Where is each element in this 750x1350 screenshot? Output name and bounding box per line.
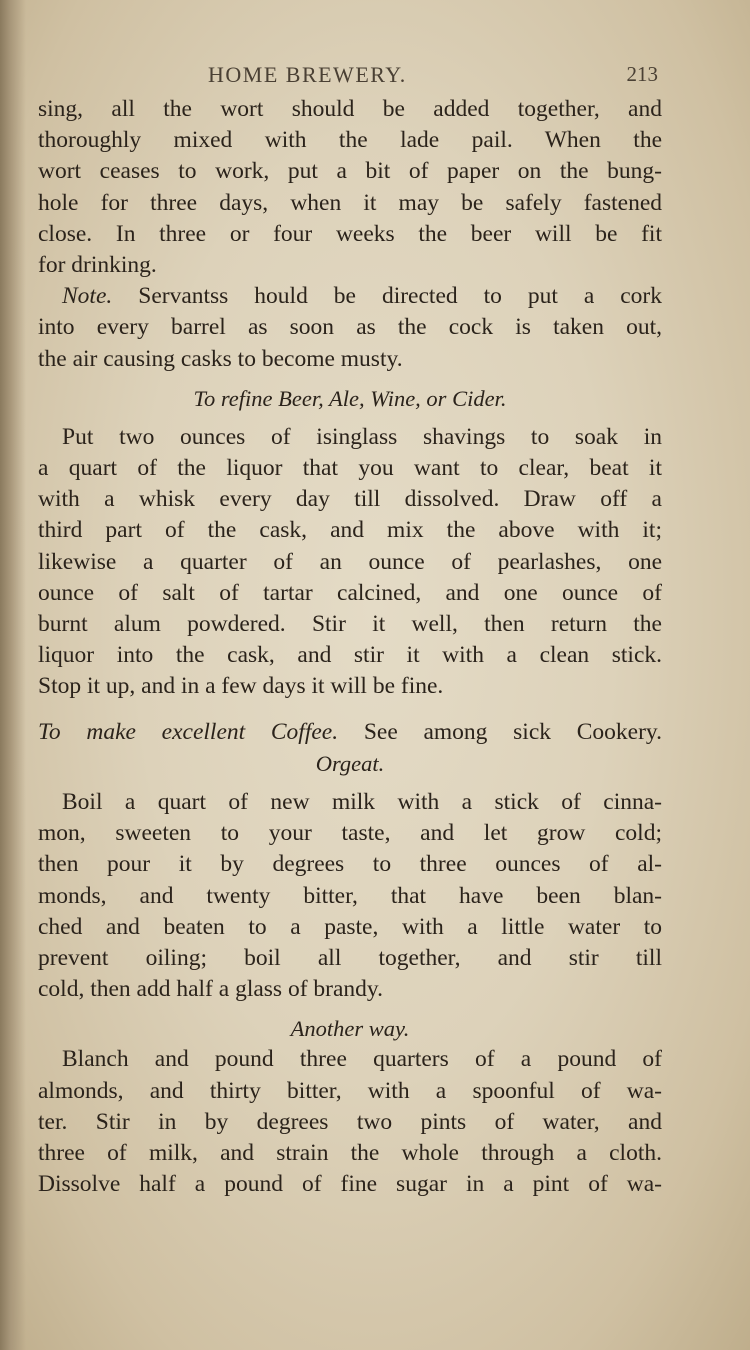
text-line: cold, then add half a glass of brandy. (38, 976, 383, 1003)
running-head: HOME BREWERY. (208, 62, 407, 87)
text-line: the air causing casks to become musty. (38, 345, 403, 372)
orgeat-paragraph (38, 787, 662, 1005)
text-line: hole for three days, when it may be safely fastened (38, 189, 662, 216)
text-line: likewise a quarter of an ounce of pearlashes, one (38, 548, 662, 575)
page-number: 213 (626, 62, 658, 86)
page-gutter-shadow (0, 0, 26, 1350)
section-heading-refine: To refine Beer, Ale, Wine, or Cider. (193, 385, 507, 411)
text-line: almonds, and thirty bitter, with a spoonful of wa- (38, 1077, 662, 1104)
text-line: with a whisk every day till dissolved. Draw off a (38, 486, 662, 513)
text-line: burnt alum powdered. Stir it well, then return the (38, 611, 662, 637)
text-line: liquor into the cask, and stir it with a clean stick. (38, 642, 662, 669)
text-line: Dissolve half a pound of fine sugar in a pint of wa- (38, 1171, 662, 1198)
section-heading-another-way: Another way. (290, 1016, 410, 1042)
text-line: Put two ounces of isinglass shavings to soak in (62, 423, 662, 450)
text-line: Blanch and pound three quarters of a pound of (62, 1046, 662, 1073)
note-paragraph (38, 281, 662, 375)
refine-paragraph (38, 422, 662, 703)
page-text (38, 58, 662, 1200)
text-line: Stop it up, and in a few days it will be fine. (38, 673, 444, 700)
text-line: mon, sweeten to your taste, and let grow cold; (38, 820, 662, 847)
text-line: close. In three or four weeks the beer will be fit (38, 220, 662, 247)
text-line: prevent oiling; boil all together, and stir till (38, 944, 662, 971)
text-line: Boil a quart of new milk with a stick of cinna- (62, 788, 662, 815)
text-line: wort ceases to work, put a bit of paper on the bung- (38, 158, 662, 185)
coffee-title: To make excellent Coffee. (38, 718, 339, 745)
text-line: a quart of the liquor that you want to clear, beat it (38, 455, 662, 482)
coffee-reference (38, 717, 662, 748)
text-line: ounce of salt of tartar calcined, and one ounce of (38, 579, 662, 606)
text-line: then pour it by degrees to three ounces of al- (38, 851, 662, 878)
section-heading-orgeat: Orgeat. (315, 750, 385, 776)
another-way-paragraph (38, 1044, 662, 1200)
text-line: for drinking. (38, 251, 157, 278)
paragraph-continued (38, 94, 662, 281)
text-line: three of milk, and strain the whole through a cloth. (38, 1140, 662, 1166)
text-line: monds, and twenty bitter, that have been blan- (38, 882, 662, 909)
text-line: into every barrel as soon as the cock is taken out, (38, 314, 662, 341)
text-line: ter. Stir in by degrees two pints of water, and (38, 1108, 662, 1135)
text-line: third part of the cask, and mix the above with it; (38, 517, 662, 544)
note-label: Note. (62, 283, 113, 310)
text-line: thoroughly mixed with the lade pail. When the (38, 127, 662, 154)
page-header (38, 58, 662, 94)
coffee-see-also: See among sick Cookery. (363, 718, 663, 745)
text-line: Servantss hould be directed to put a cork (138, 283, 662, 310)
text-line: ched and beaten to a paste, with a little water to (38, 913, 662, 940)
text-line: sing, all the wort should be added together, and (38, 96, 662, 122)
